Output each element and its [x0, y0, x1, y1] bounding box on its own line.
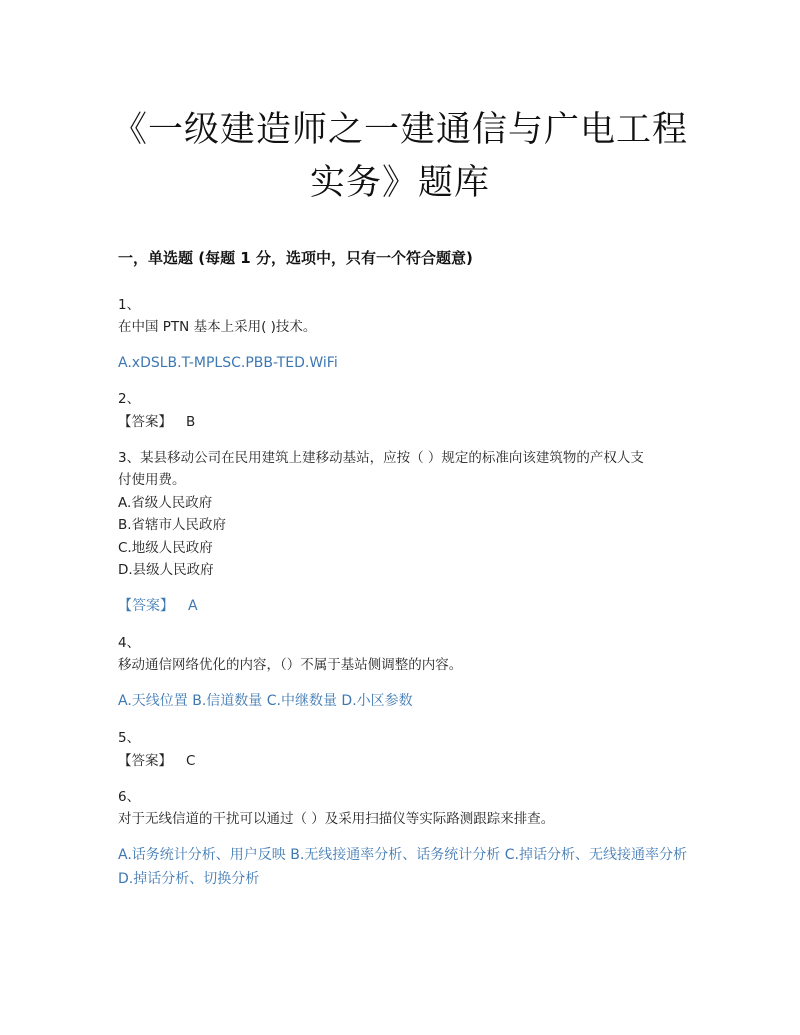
question-1-text: 在中国 PTN 基本上采用( )技术。 — [118, 319, 317, 335]
document-title-line2: 实务》题库 — [309, 163, 490, 203]
question-3-answer — [118, 597, 198, 615]
document-title-line1: 《一级建造师之一建通信与广电工程 — [111, 110, 688, 150]
answer-value: C — [186, 753, 196, 769]
question-3-option-d: D.县级人民政府 — [118, 562, 214, 578]
section-heading: 一，单选题 (每题 1 分，选项中，只有一个符合题意) — [118, 249, 473, 267]
question-4-options: A.天线位置 B.信道数量 C.中继数量 D.小区参数 — [118, 693, 413, 709]
question-1-number: 1、 — [118, 297, 141, 313]
question-6-text: 对于无线信道的干扰可以通过（ ）及采用扫描仪等实际路测跟踪来排查。 — [118, 811, 555, 827]
question-3-option-a: A.省级人民政府 — [118, 495, 213, 511]
question-4-text: 移动通信网络优化的内容，（）不属于基站侧调整的内容。 — [118, 657, 463, 673]
question-2-number: 2、 — [118, 391, 141, 407]
question-3-option-c: C.地级人民政府 — [118, 540, 213, 556]
answer-label: 【答案】 — [118, 598, 174, 614]
question-3-option-b: B.省辖市人民政府 — [118, 517, 227, 533]
question-2-answer — [118, 413, 195, 431]
answer-value: A — [188, 598, 198, 614]
question-3-text-line2: 付使用费。 — [118, 472, 186, 488]
question-5-answer — [118, 752, 195, 770]
question-1-options: A.xDSLB.T-MPLSC.PBB-TED.WiFi — [118, 355, 338, 371]
question-4-number: 4、 — [118, 635, 141, 651]
question-5-number: 5、 — [118, 730, 141, 746]
answer-value: B — [186, 414, 196, 430]
question-6-options: A.话务统计分析、用户反映 B.无线接通率分析、话务统计分析 C.掉话分析、无线接通率分析 D.掉话分析、切换分析 — [118, 847, 687, 887]
answer-label: 【答案】 — [118, 414, 172, 430]
answer-label: 【答案】 — [118, 753, 172, 769]
question-6-number: 6、 — [118, 789, 141, 805]
question-3-text-line1: 3、某县移动公司在民用建筑上建移动基站，应按（ ）规定的标准向该建筑物的产权人支 — [118, 450, 644, 466]
